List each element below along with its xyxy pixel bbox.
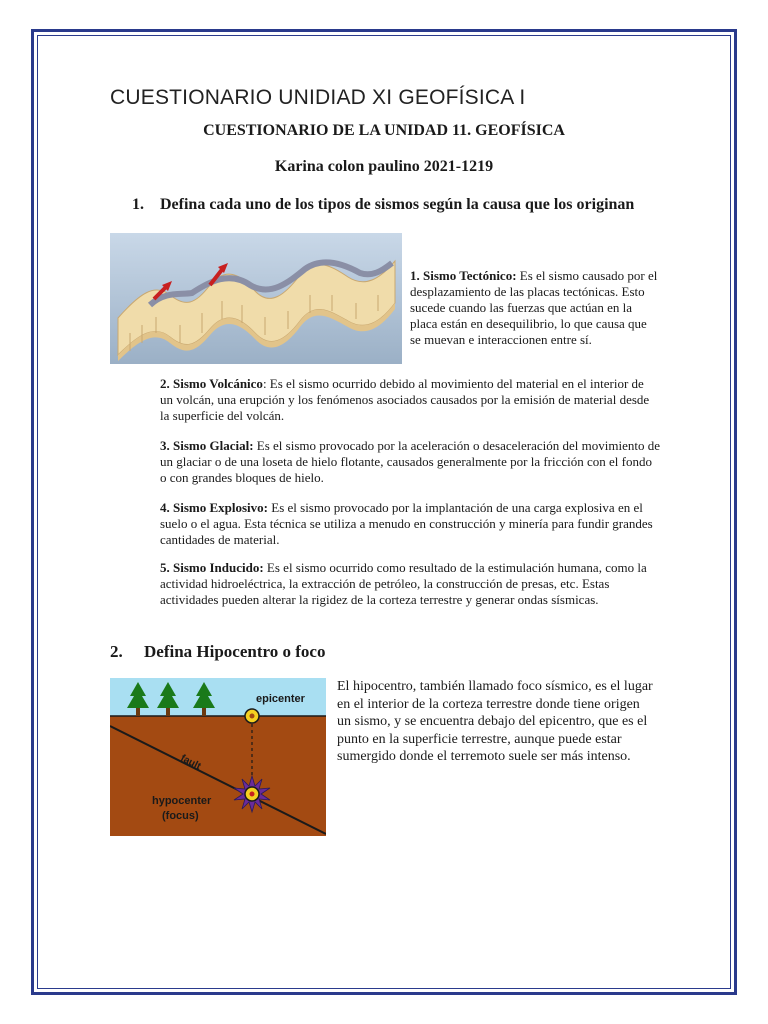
definition-glacial — [160, 438, 660, 486]
author-line: Karina colon paulino 2021-1219 — [274, 158, 494, 175]
term-tectonic: 1. Sismo Tectónico: — [410, 268, 517, 283]
definition-tectonic — [410, 268, 660, 348]
document-subtitle: CUESTIONARIO DE LA UNIDAD 11. GEOFÍSICA — [203, 122, 565, 139]
question-1-number: 1. — [132, 196, 144, 213]
document-title: CUESTIONARIO UNIDIAD XI GEOFÍSICA I — [110, 86, 526, 109]
text-glacial: Es el sismo provocado por la aceleración o desaceleración del movimiento de un glaciar o de una loseta de hielo flotante, causados generalmente por la fricción con el fondo o con grandes bloques de hielo. — [160, 438, 660, 485]
question-1-text: Defina cada uno de los tipos de sismos según la causa que los originan — [160, 196, 635, 213]
definition-volcanic — [160, 376, 660, 424]
term-induced: 5. Sismo Inducido: — [160, 560, 264, 575]
definition-explosive — [160, 500, 660, 548]
question-2-number: 2. — [110, 642, 123, 661]
question-2-heading — [110, 642, 325, 662]
text-volcanic: : Es el sismo ocurrido debido al movimiento del material en el interior de un volcán, una erupción y los fenómenos asociados causados por la emisión de material desde la superficie del volcán. — [160, 376, 650, 423]
definition-induced — [160, 560, 660, 608]
text-tectonic: Es el sismo causado por el desplazamiento de las placas tectónicas. Esto sucede cuando las fuerzas que actúan en la placa están en desequilibrio, lo que causa que se muevan e interaccionen entre sí. — [410, 268, 658, 347]
hypocenter-definition: El hipocentro, también llamado foco sísmico, es el lugar en el interior de la corteza terrestre donde tiene origen un sismo, y se encuentra debajo del epicentro, que es el punto en la superficie terrestre, aunque puede estar sumergido donde el terremoto suele ser más intenso. — [337, 679, 653, 764]
fault-label: fault — [178, 752, 203, 773]
text-explosive: Es el sismo provocado por la implantación de una carga explosiva en el suelo o el agua. Esta técnica se utiliza a menudo en construcción y minería para fundir grandes cantidades de material. — [160, 500, 653, 547]
hypocenter-label: hypocenter — [152, 795, 212, 807]
question-1-heading — [132, 196, 652, 214]
term-volcanic: 2. Sismo Volcánico — [160, 376, 263, 391]
tectonic-plates-illustration — [110, 233, 402, 364]
term-explosive: 4. Sismo Explosivo: — [160, 500, 268, 515]
epicenter-label: epicenter — [256, 693, 305, 705]
text-induced: Es el sismo ocurrido como resultado de la estimulación humana, como la actividad hidroeléctrica, la extracción de petróleo, la construcción de presas, etc. Estas actividades pueden alterar la rigidez de la corteza terrestre y generar ondas sísmicas. — [160, 560, 647, 607]
hypocenter-diagram — [110, 678, 326, 836]
focus-label: (focus) — [162, 810, 199, 822]
question-2-text: Defina Hipocentro o foco — [144, 642, 326, 661]
term-glacial: 3. Sismo Glacial: — [160, 438, 254, 453]
